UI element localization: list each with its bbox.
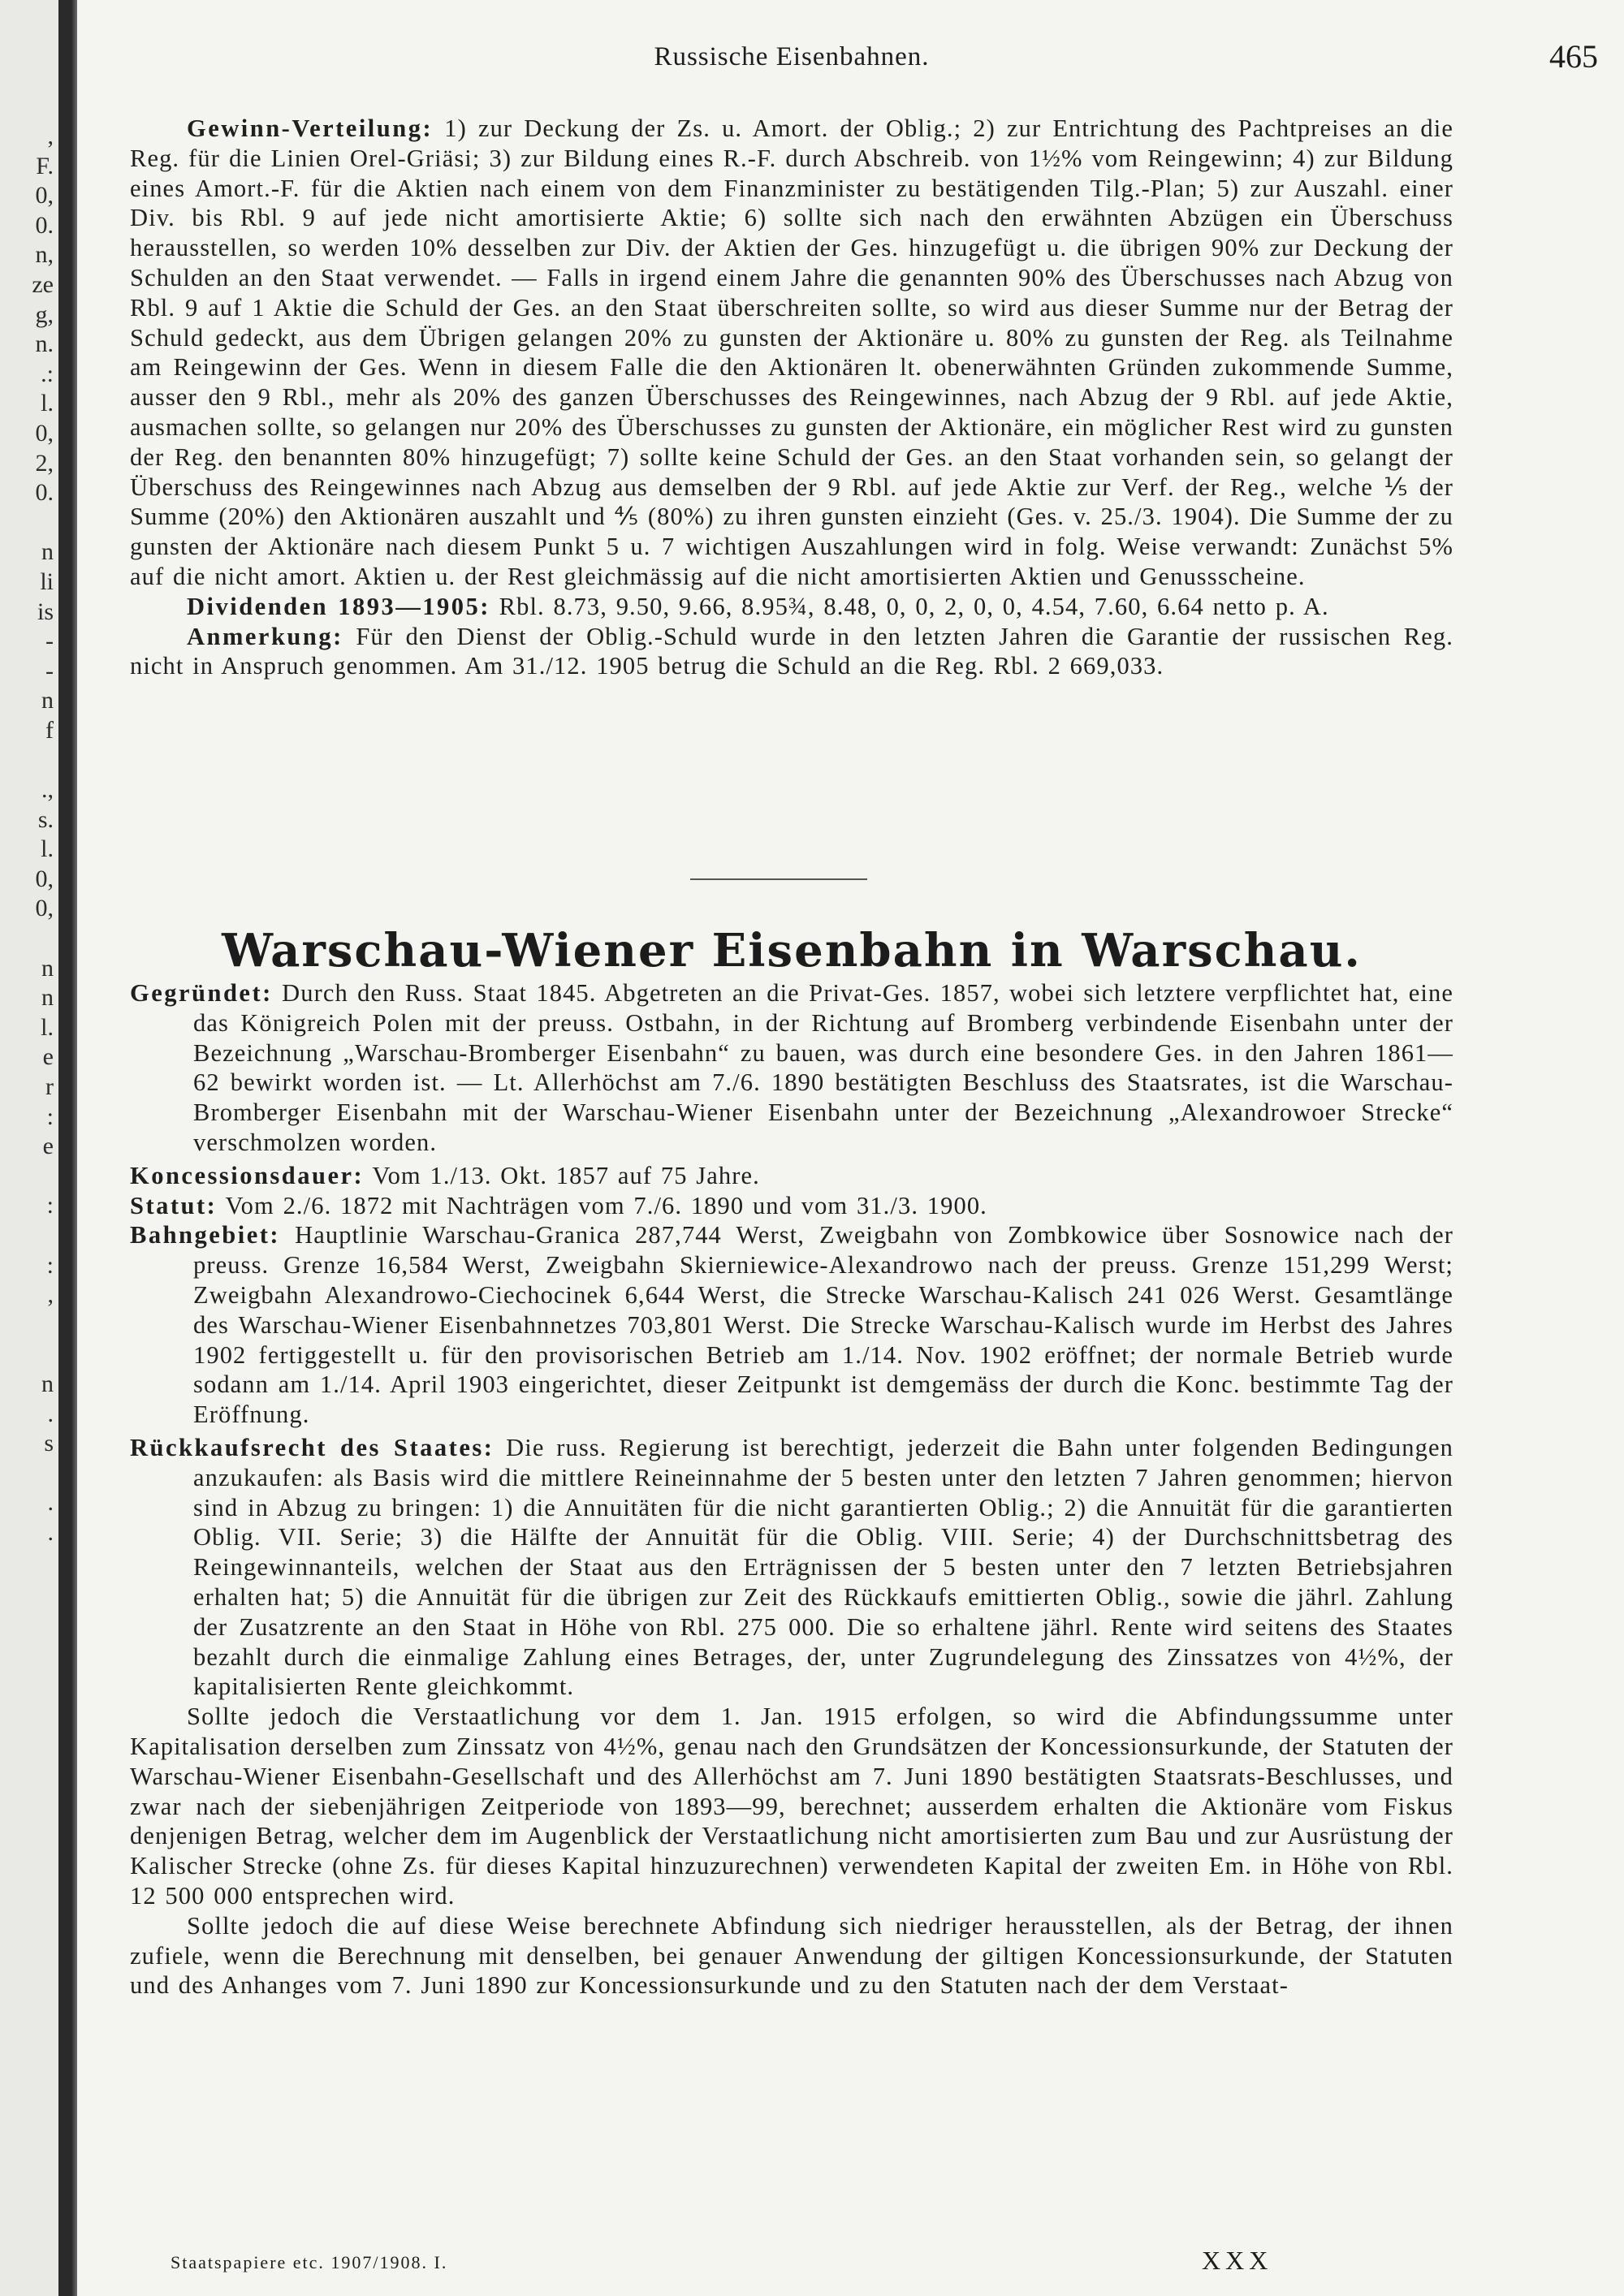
facing-page-fragment [0, 508, 57, 538]
facing-page-fragment [0, 1548, 57, 1578]
signature-mark: XXX [1202, 2246, 1273, 2275]
abfindung-paragraph-1: Sollte jedoch die Verstaatlichung vor dem 1. Jan. 1915 erfolgen, so wird die Abfindungssumme unter Kapitalisation derselben zum Zinssatz von 4½%, genau nach den Grundsätzen der Koncessionsurkunde, der Statuten der Warschau-Wiener Eisenbahn-Gesellschaft und des Allerhöchst am 7. Juni 1890 bestätigten Staatsrats-Beschlusses, und zwar nach der siebenjährigen Zeitperiode von 1893—99, berechnet; ausserdem erhalten die Aktionäre vom Fiskus denjenigen Betrag, welcher dem im Augenblick der Verstaatlichung nicht amortisierten zum Bau und zur Ausrüstung der Kalischer Strecke (ohne Zs. für dieses Kapital hinzuzurechnen) verwendeten Kapital der zweiten Em. in Höhe von Rbl. 12 500 000 entsprechen wird. [130, 1703, 1453, 1910]
koncessionsdauer-text: Vom 1./13. Okt. 1857 auf 75 Jahre. [364, 1161, 760, 1189]
facing-page-fragment [0, 1696, 57, 1726]
facing-page-fragment: , [47, 123, 54, 149]
facing-page-fragment: : [46, 1192, 54, 1219]
running-title: Russische Eisenbahnen. [654, 42, 930, 71]
facing-page-fragment [0, 1577, 57, 1608]
anmerkung-text: Für den Dienst der Oblig.-Schuld wurde in den letzten Jahren die Garantie der russischen Reg. nicht in Anspruch genommen. Am 31./12. 1905 betrug die Schuld an die Reg. Rbl. 2 669,033. [130, 622, 1453, 680]
statut-paragraph [130, 1191, 1453, 1221]
gegruendet-heading: Gegründet: [130, 979, 273, 1007]
facing-page-fragment: s [44, 1430, 54, 1457]
page-footer [171, 2246, 1453, 2278]
gewinn-verteilung-heading: Gewinn-Verteilung: [187, 114, 434, 142]
facing-page-fragment: 0, [35, 182, 54, 209]
dividenden-heading: Dividenden 1893—1905: [187, 592, 490, 620]
dividenden-text: Rbl. 8.73, 9.50, 9.66, 8.95¾, 8.48, 0, 0, 2, 0, 0, 4.54, 7.60, 6.64 netto p. A. [490, 592, 1329, 620]
facing-page-fragment: r [45, 1073, 54, 1100]
running-header [130, 38, 1598, 80]
facing-page-fragment: . [47, 1400, 54, 1427]
facing-page-fragment: l. [41, 1013, 54, 1041]
bahngebiet-paragraph [130, 1220, 1453, 1430]
facing-page-fragment: n, [35, 241, 54, 269]
facing-page-fragment: l. [41, 390, 54, 417]
facing-page-fragment: 2, [35, 449, 54, 477]
gewinn-verteilung-text: 1) zur Deckung der Zs. u. Amort. der Oblig.; 2) zur Entrichtung des Pachtpreises an die Reg. für die Linien Orel-Griäsi; 3) zur Bildung eines R.-F. durch Abschreib. von 1½% vom Reingewinn; 4) zur Bildung eines Amort.-F. für die Aktien nach einem von dem Finanzminister zu bestätigenden Tilg.-Plan; 5) zur Auszahl. einer Div. bis Rbl. 9 auf jede nicht amortisierte Aktie; 6) sollte sich nach den erwähnten Abzügen ein Überschuss herausstellen, so werden 10% desselben zur Div. der Aktien der Ges. hinzugefügt u. die übrigen 90% zur Deckung der Schulden an den Staat verwendet. — Falls in irgend einem Jahre die genannten 90% des Überschusses nach Abzug von Rbl. 9 auf 1 Aktie die Schuld der Ges. an den Staat überschreiten sollte, so wird aus dieser Summe nur der Betrag der Schuld gedeckt, aus dem Übrigen gelangen 20% zu gunsten der Aktionäre u. 80% zu gunsten der Reg. als Teilnahme am Reingewinn der Ges. Wenn in diesem Falle die den Aktionären lt. obenerwähnten Gründen zukommende Summe, ausser den 9 Rbl., mehr als 20% des ganzen Überschusses des Reingewinnes, nach Abzug der 9 Rbl. auf jede Aktie, ausmachen sollte, so gelangen nur 20% des Überschusses zu gunsten der Aktionäre, ein möglicher Rest wird zu gunsten der Reg. den benannten 80% hinzugefügt; 7) sollte keine Schuld der Ges. an den Staat vorhanden sein, so gelangt der Überschuss des Reingewinnes nach Abzug aus demselben der 9 Rbl. auf jede Aktie zur Verf. der Reg., welche ⅕ der Summe (20%) den Aktionären auszahlt und ⅘ (80%) zu ihren gunsten einzieht (Ges. v. 25./3. 1904). Die Summe der zu gunsten der Aktionäre nach diesem Punkt 5 u. 7 wichtigen Auszahlungen wird in folg. Weise verwandt: Zunächst 5% auf die nicht amort. Aktien u. der Rest gleichmässig auf die nicht amortisierten Aktien und Genussscheine. [130, 114, 1453, 590]
statut-text: Vom 2./6. 1872 mit Nachträgen vom 7./6. 1890 und vom 31./3. 1900. [217, 1191, 987, 1219]
facing-page-fragment: 0. [35, 479, 54, 507]
section-russische-continuation [130, 114, 1453, 681]
facing-page-fragment: s. [37, 805, 54, 833]
facing-page-fragment [0, 1726, 57, 1756]
facing-page-fragment [0, 1667, 57, 1697]
facing-page-fragments [0, 122, 57, 1756]
rueckkaufsrecht-heading: Rückkaufsrecht des Staates: [130, 1433, 495, 1461]
facing-page-fragment: n [41, 538, 54, 566]
facing-page-fragment: f [45, 716, 54, 744]
facing-page-fragment: 0, [35, 895, 54, 922]
facing-page-fragment [0, 1608, 57, 1638]
facing-page-fragment: ., [41, 776, 54, 804]
facing-page-fragment [0, 1637, 57, 1667]
facing-page-fragment [0, 1162, 57, 1192]
facing-page-fragment: g, [35, 300, 54, 328]
facing-page-fragment: l. [41, 835, 54, 863]
section-divider [690, 878, 867, 880]
facing-page-fragment [0, 745, 57, 775]
facing-page-fragment: ze [32, 270, 54, 298]
facing-page-fragment: : [46, 1103, 54, 1130]
facing-page-fragment: e [42, 1133, 54, 1160]
facing-page-fragment: .: [41, 360, 54, 387]
company-title: Warschau-Wiener Eisenbahn in Warschau. [222, 924, 1362, 978]
bahngebiet-heading: Bahngebiet: [130, 1221, 281, 1249]
gegruendet-text: Durch den Russ. Staat 1845. Abgetreten an die Privat-Ges. 1857, wobei sich letztere verpflichtet hat, eine das Königreich Polen mit der preuss. Ostbahn, in der Richtung auf Bromberg verbindende Eisenbahn unter der Bezeichnung „Warschau-Bromberger Eisenbahn“ zu bauen, was durch eine besondere Ges. in den Jahren 1861—62 bewirkt worden ist. — Lt. Allerhöchst am 7./6. 1890 bestätigten Beschluss des Staatsrates, ist die Warschau-Bromberger Eisenbahn mit der Warschau-Wiener Eisenbahn unter der Bezeichnung „Alexandrowoer Strecke“ verschmolzen worden. [193, 979, 1453, 1156]
facing-page-fragment: n [41, 984, 54, 1012]
koncessionsdauer-heading: Koncessionsdauer: [130, 1161, 365, 1189]
facing-page-fragment: 0. [35, 211, 54, 239]
koncessionsdauer-paragraph [130, 1161, 1453, 1191]
page-number: 465 [1549, 38, 1598, 75]
gewinn-verteilung-paragraph [130, 114, 1453, 592]
facing-page-fragment: n. [35, 330, 54, 358]
statut-heading: Statut: [130, 1191, 218, 1219]
anmerkung-paragraph [130, 622, 1453, 682]
facing-page-fragment: - [45, 628, 54, 655]
facing-page-fragment: n [41, 954, 54, 982]
rueckkaufsrecht-paragraph [130, 1433, 1453, 1702]
facing-page-fragment [0, 1221, 57, 1251]
facing-page-fragment [0, 1459, 57, 1489]
facing-page-fragment: , [47, 1281, 54, 1309]
anmerkung-heading: Anmerkung: [187, 622, 343, 650]
facing-page-fragment: e [42, 1043, 54, 1071]
facing-page-fragment [0, 924, 57, 954]
bahngebiet-text: Hauptlinie Warschau-Granica 287,744 Werst, Zweigbahn von Zombkowice über Sosnowice nach der preuss. Grenze 16,584 Werst, Zweigbahn Skierniewice-Alexandrowo nach der preuss. Grenze 151,299 Werst; Zweigbahn Alexandrowo-Ciechocinek 6,644 Werst, die Strecke Warschau-Kalisch 241 026 Werst. Gesamtlänge des Warschau-Wiener Eisenbahnnetzes 703,801 Werst. Die Strecke Warschau-Kalisch wurde im Herbst des Jahres 1902 fertiggestellt u. für den provisorischen Betrieb am 1./14. Nov. 1902 eröffnet; der normale Betrieb wurde sodann am 1./14. April 1903 eingerichtet, dieser Zeitpunkt ist demgemäss der durch die Konc. bestimmte Tag der Eröffnung. [193, 1221, 1453, 1429]
facing-page-fragment: F. [36, 152, 54, 179]
facing-page-fragment: is [37, 598, 54, 625]
facing-page-fragment: n [41, 1370, 54, 1397]
gegruendet-paragraph [130, 978, 1453, 1158]
footer-imprint: Staatspapiere etc. 1907/1908. I. [171, 2252, 448, 2272]
facing-page-fragment [0, 1310, 57, 1340]
facing-page-fragment: : [46, 1251, 54, 1279]
dividenden-paragraph [130, 592, 1453, 622]
abfindung-paragraph-2: Sollte jedoch die auf diese Weise berechnete Abfindung sich niedriger herausstellen, als der Betrag, der ihnen zufiele, wenn die Berechnung mit denselben, bei genauer Anwendung der giltigen Koncessionsurkunde, der Statuten und des Anhanges vom 7. Juni 1890 zur Koncessionsurkunde und zu den Statuten nach der dem Verstaat- [130, 1911, 1453, 2000]
facing-page-fragment: 0, [35, 865, 54, 892]
facing-page-fragment: li [40, 568, 54, 595]
section-warschau-wiener [130, 978, 1453, 2000]
facing-page-fragment: - [45, 657, 54, 684]
facing-page-fragment: n [41, 687, 54, 714]
facing-page-fragment [0, 1340, 57, 1370]
rueckkaufsrecht-text: Die russ. Regierung ist berechtigt, jederzeit die Bahn unter folgenden Bedingungen anzukaufen: als Basis wird die mittlere Reineinnahme der 5 besten unter den letzten 7 Jahren genommen; hiervon sind in Abzug zu bringen: 1) die Annuitäten für die nicht garantierten Oblig.; 2) die Annuität für die garantierten Oblig. VII. Serie; 3) die Hälfte der Annuität für die Oblig. VIII. Serie; 4) der Durchschnittsbetrag des Reingewinnanteils, welchen der Staat aus den Erträgnissen der 5 besten unter den 7 letzten Betriebsjahren erhalten hat; 5) die Annuität für die übrigen zur Zeit des Rückkaufs emittierten Oblig., sowie die jährl. Zahlung der Zusatzrente an den Staat in Höhe von Rbl. 275 000. Die so erhaltene jährl. Rente wird seitens des Staates bezahlt durch die einmalige Zahlung eines Betrages, der, unter Zugrundelegung des Zinssatzes von 4½%, der kapitalisierten Rente gleichkommt. [193, 1433, 1453, 1701]
facing-page-fragment: . [47, 1518, 54, 1546]
facing-page-fragment: 0, [35, 419, 54, 447]
facing-page-fragment: . [47, 1489, 54, 1517]
